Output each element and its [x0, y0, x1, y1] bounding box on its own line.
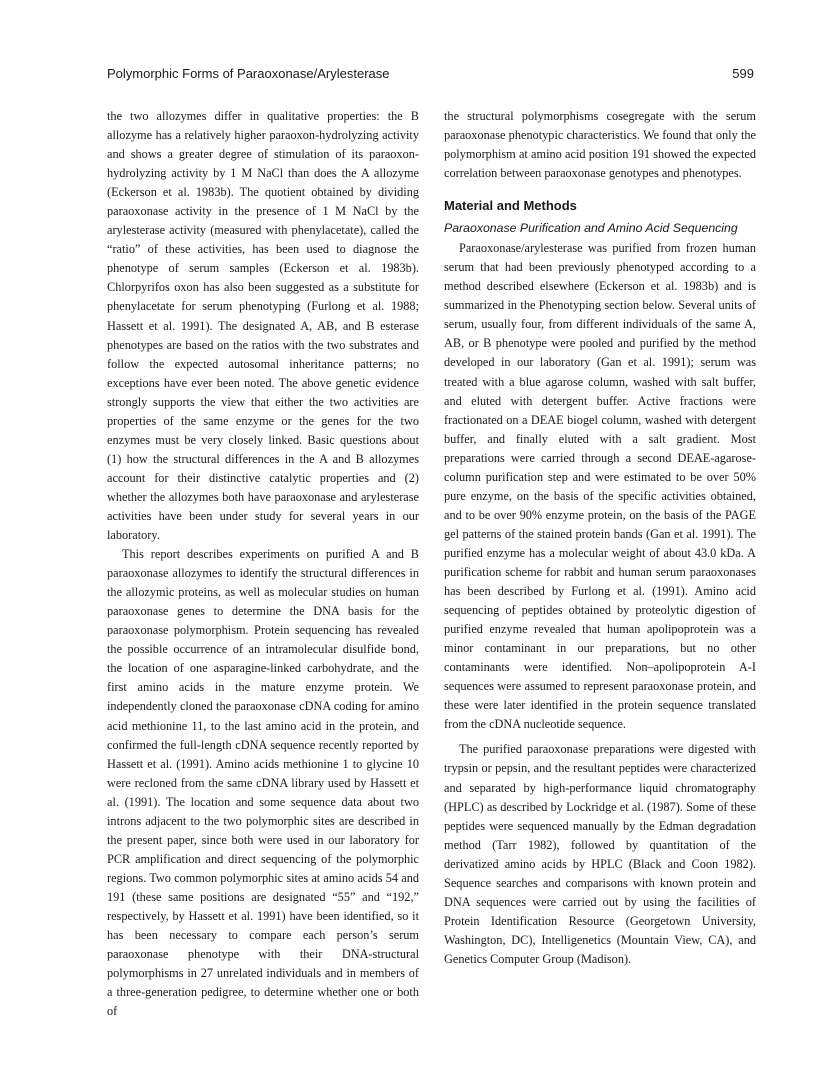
left-column	[107, 107, 419, 1021]
left-paragraph-2: This report describes experiments on purified A and B paraoxonase allozymes to identify the structural differences in the allozymic proteins, as well as molecular studies on human paraoxonase genes to determine the DNA basis for the paraoxonase polymorphism. Protein sequencing has revealed the possible occurrence of an intramolecular disulfide bond, the location of one asparagine-linked carbohydrate, and the first amino acids in the mature enzyme protein. We independently cloned the paraoxonase cDNA coding for amino acid methionine 11, to the last amino acid in the protein, and confirmed the full-length cDNA sequence recently reported by Hassett et al. (1991). Amino acids methionine 1 to glycine 10 were recloned from the same cDNA library used by Hassett et al. (1991). The location and some sequence data about two introns adjacent to the two polymorphic sites are described in the present paper, since both were used in our laboratory for PCR amplification and direct sequencing of the polymorphic regions. Two common polymorphic sites at amino acids 54 and 191 (these same positions are designated “55” and “192,” respectively, by Hassett et al. 1991) have been identified, so it has been necessary to compare each person’s serum paraoxonase phenotype with their DNA-structural polymorphisms in 27 unrelated individuals and in members of a three-generation pedigree, to determine whether one or both of	[107, 547, 419, 1019]
section-heading: Material and Methods	[444, 198, 577, 214]
running-header	[107, 66, 754, 86]
right-paragraph-2: Paraoxonase/arylesterase was purified from frozen human serum that had been previously phenotyped according to a method described elsewhere (Eckerson et al. 1983b) and is summarized in the Phenotyping section below. Several units of serum, usually four, from different individuals of the same A, AB, or B phenotype were pooled and purified by the method developed in our laboratory (Gan et al. 1991); serum was treated with a blue agarose column, washed with salt buffer, and eluted with detergent buffer. Active fractions were fractionated on a DEAE biogel column, washed with detergent buffer, and finally eluted with a salt gradient. Most preparations were carried through a second DEAE-agarose-column purification step and were estimated to be over 50% pure enzyme, on the basis of the specific activities obtained, and to be over 90% enzyme protein, on the basis of the PAGE gel patterns of the stained protein bands (Gan et al. 1991). The purified enzyme has a molecular weight of about 43.0 kDa. A purification scheme for rabbit and human serum paraoxonases has been described by Furlong et al. (1991). Amino acid sequencing of peptides obtained by proteolytic digestion of purified enzyme revealed that human apolipoprotein was a minor contaminant in our preparations, but no other contaminants were identified. Non–apolipoprotein A-I sequences were assumed to represent paraoxonase protein, and these were later identified in the protein sequence translated from the cDNA nucleotide sequence.	[444, 241, 756, 732]
subsection-heading: Paraoxonase Purification and Amino Acid Sequencing	[444, 221, 738, 236]
right-paragraph-3: The purified paraoxonase preparations were digested with trypsin or pepsin, and the resultant peptides were characterized and separated by high-performance liquid chromatography (HPLC) as described by Lockridge et al. (1987). Some of these peptides were sequenced manually by the Edman degradation method (Tarr 1982), followed by quantitation of the derivatized amino acids by HPLC (Black and Coon 1982). Sequence searches and comparisons with known protein and DNA sequences were carried out by using the facilities of Protein Identification Resource (Georgetown University, Washington, DC), Intelligenetics (Mountain View, CA), and Genetics Computer Group (Madison).	[444, 742, 756, 966]
right-column	[444, 107, 756, 969]
left-paragraph-1: the two allozymes differ in qualitative properties: the B allozyme has a relatively higher paraoxon-hydrolyzing activity and shows a greater degree of stimulation of its paraoxon-hydrolyzing activity by 1 M NaCl than does the A allozyme (Eckerson et al. 1983b). The quotient obtained by dividing paraoxonase activity in the presence of 1 M NaCl by the arylesterase activity (measured with phenylacetate), called the “ratio” of these activities, has been used to diagnose the phenotype of serum samples (Eckerson et al. 1983b). Chlorpyrifos oxon has also been suggested as a substitute for phenylacetate for serum phenotyping (Furlong et al. 1988; Hassett et al. 1991). The designated A, AB, and B esterase phenotypes are based on the ratios with the two substrates and follow the expected autosomal inheritance patterns; no exceptions have ever been noted. The above genetic evidence strongly supports the view that either the two activities are properties of the same enzyme or the genes for the two enzymes must be very closely linked. Basic questions about (1) how the structural differences in the A and B allozymes account for their distinctive catalytic properties and (2) whether the allozymes both have paraoxonase and arylesterase activities have been under study for several years in our laboratory.	[107, 109, 419, 543]
running-title: Polymorphic Forms of Paraoxonase/Arylesterase	[107, 66, 390, 81]
right-paragraph-1: the structural polymorphisms cosegregate with the serum paraoxonase phenotypic characteristics. We found that only the polymorphism at amino acid position 191 showed the expected correlation between paraoxonase genotypes and phenotypes.	[444, 109, 756, 181]
page-number: 599	[732, 66, 754, 81]
